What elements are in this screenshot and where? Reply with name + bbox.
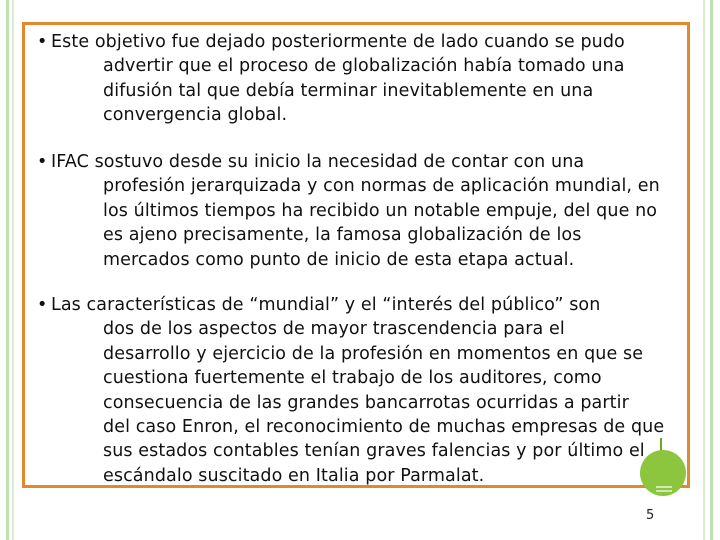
left-decorative-stripe [6, 0, 9, 540]
bullet-line: convergencia global. [103, 105, 288, 126]
bullet-marker: • [37, 32, 48, 52]
bullet-line: profesión jerarquizada y con normas de aplicación mundial, en [103, 176, 660, 197]
bullet-line: consecuencia de las grandes bancarrotas ocurridas a partir [103, 392, 629, 413]
bullet-line: escándalo suscitado en Italia por Parmalat. [103, 465, 485, 486]
bullet-line: los últimos tiempos ha recibido un notable empuje, del que no [103, 200, 658, 221]
bullet-line: difusión tal que debía terminar inevitablemente en una [103, 80, 594, 101]
bullet-line: dos de los aspectos de mayor trascendencia para el [103, 319, 565, 340]
decorative-green-line [656, 486, 672, 488]
bullet-line: Este objetivo fue dejado posteriormente de lado cuando se pudo [51, 32, 625, 52]
bullet-line: del caso Enron, el reconocimiento de muchas empresas de que [103, 417, 665, 438]
bullet-line: mercados como punto de inicio de esta etapa actual. [103, 249, 575, 270]
bullet-line: advertir que el proceso de globalización había tomado una [103, 56, 625, 77]
bullet-marker: • [37, 295, 48, 315]
right-decorative-stripe-inner [703, 0, 705, 540]
left-decorative-stripe-inner [12, 0, 14, 540]
bullet-line: desarrollo y ejercicio de la profesión en momentos en que se [103, 343, 644, 364]
bullet-line: IFAC sostuvo desde su inicio la necesidad de contar con una [51, 152, 585, 172]
bullet-line: cuestiona fuertemente el trabajo de los auditores, como [103, 368, 602, 389]
bullet-item-2 [37, 150, 673, 272]
bullet-line: es ajeno precisamente, la famosa globalización de los [103, 225, 582, 246]
decorative-green-line [656, 490, 672, 492]
bullet-item-1 [37, 30, 673, 128]
page-number: 5 [646, 508, 655, 523]
bullet-marker: • [37, 152, 48, 172]
right-decorative-stripe [710, 0, 713, 540]
bullet-item-3 [37, 293, 673, 488]
bullet-line: sus estados contables tenían graves falencias y por último el [103, 441, 645, 462]
bullet-line: Las características de “mundial” y el “interés del público” son [51, 295, 601, 315]
content-frame [22, 22, 690, 488]
